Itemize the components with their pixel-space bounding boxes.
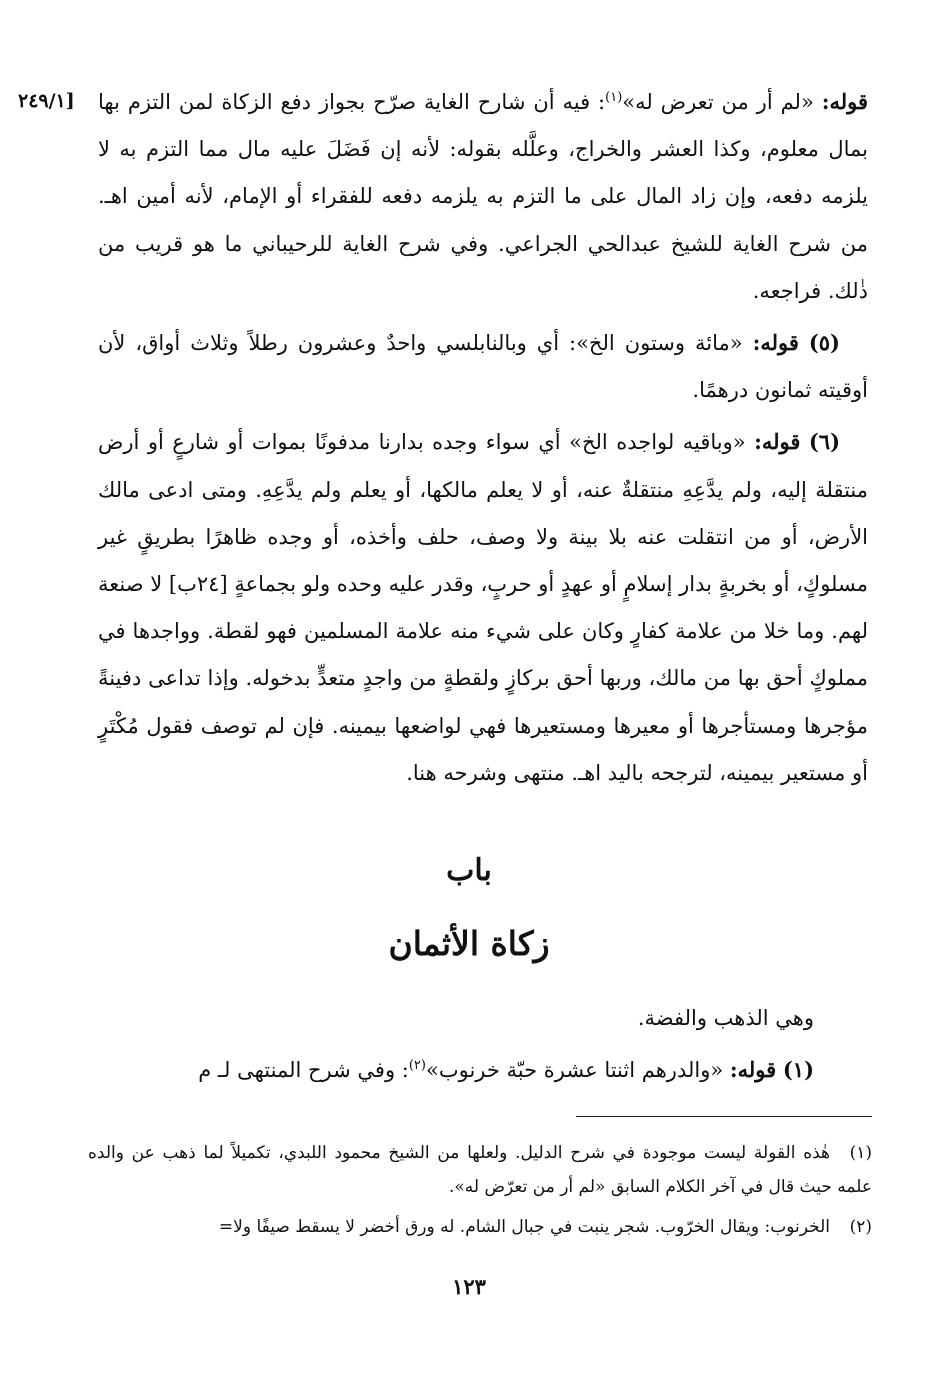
keyword-qawluh: قوله: <box>754 429 801 455</box>
paragraph-1 <box>98 78 868 315</box>
paragraph-6 <box>98 418 868 797</box>
keyword-qawluh: قوله: <box>821 89 868 114</box>
margin-page-reference: [٢٤٩/١ <box>18 90 75 112</box>
keyword-qawluh: قوله: <box>729 1057 777 1082</box>
footnote-marker-2[interactable]: (٢) <box>408 1058 426 1073</box>
paragraph-1-text: : فيه أن شارح الغاية صرّح بجواز دفع الزكاة لمن التزم بها بمال معلوم، وكذا العشر والخراج، وعلَّله بقوله: لأنه إن فَضَلَ عليه مال مما التزم به لا يلزمه دفعه، وإن زاد المال على ما التزم به يلزمه دفعه للفقراء أو الإمام، لأنه أمين اهـ. من شرح الغاية للشيخ عبدالحي الجراعي. وفي شرح الغاية للرحيباني ما هو قريب من ذٰلك. فراجعه. <box>98 90 868 303</box>
footnote-2 <box>88 1210 872 1244</box>
paragraph-6-number: (٦) <box>808 429 840 455</box>
footnote-text: الخرنوب: ويقال الخرّوب. شجر ينبت في جبال الشام. له ورق أخضر لا يسقط صيفًا ولا= <box>218 1217 830 1237</box>
chapter-intro <box>98 992 814 1096</box>
footnote-number: (٢) <box>849 1217 872 1237</box>
paragraph-5 <box>98 319 868 414</box>
footnotes <box>88 1136 872 1250</box>
chapter-heading: باب <box>446 853 492 888</box>
chapter-title: زكاة الأثمان <box>388 924 550 963</box>
footnote-1 <box>88 1136 872 1204</box>
keyword-qawluh: قوله: <box>752 330 799 356</box>
footnote-separator <box>576 1116 872 1117</box>
footnote-number: (١) <box>849 1143 872 1163</box>
intro-paragraph-number: (١) <box>782 1057 814 1082</box>
page-number: ١٢٣ <box>452 1274 486 1299</box>
footnote-text: هٰذه القولة ليست موجودة في شرح الدليل. ولعلها من الشيخ محمود اللبدي، تكميلاً لما ذهب عن والده علمه حيث قال في آخر الكلام السابق «لم أر من تعرّض له». <box>88 1143 872 1197</box>
paragraph-5-number: (٥) <box>808 330 840 356</box>
intro-line: وهي الذهب والفضة. <box>637 1006 814 1030</box>
footnote-marker-1[interactable]: (١) <box>605 90 623 105</box>
main-body-text <box>98 78 868 801</box>
intro-paragraph-1 <box>98 1044 814 1096</box>
quoted-phrase: «والدرهم اثنتا عشرة حبّة خرنوب» <box>425 1058 730 1082</box>
quoted-phrase: «لم أر من تعرض له» <box>622 90 822 114</box>
intro-paragraph-text: : وفي شرح المنتهى لـ م <box>198 1058 409 1082</box>
paragraph-5-text: «مائة وستون الخ»: أي وبالنابلسي واحدٌ وعشرون رطلاً وثلاث أواق، لأن أوقيته ثمانون درهمًا. <box>98 331 868 403</box>
paragraph-6-text: «وباقيه لواجده الخ» أي سواء وجده بدارنا مدفونًا بموات أو شارعٍ أو أرض منتقلة إليه، ولم يدَّعِهِ منتقلةٌ عنه، أو لا يعلم مالكها، أو يعلم ولم يدَّعِهِ. ومتى ادعى مالك الأرض، أو من انتقلت عنه بلا بينة ولا وصف، حلف وأخذه، أو وجده ظاهرًا بطريقٍ غير مسلوكٍ، أو بخربةٍ بدار إسلامٍ أو عهدٍ أو حربٍ، وقدر عليه وحده ولو بجماعةٍ [٢٤ب] لا صنعة لهم. وما خلا من علامة كفارٍ وكان على شيء منه علامة المسلمين فهو لقطة. وواجدها في مملوكٍ أحق بها من مالك، وربها أحق بركازٍ ولقطةٍ من واجدٍ متعدٍّ بدخوله. وإذا تداعى دفينةً مؤجرها ومستأجرها أو معيرها ومستعيرها فهي لواضعها بيمينه. فإن لم توصف فقول مُكْتَرٍ أو مستعير بيمينه، لترجحه باليد اهـ. منتهى وشرحه هنا. <box>98 430 869 785</box>
